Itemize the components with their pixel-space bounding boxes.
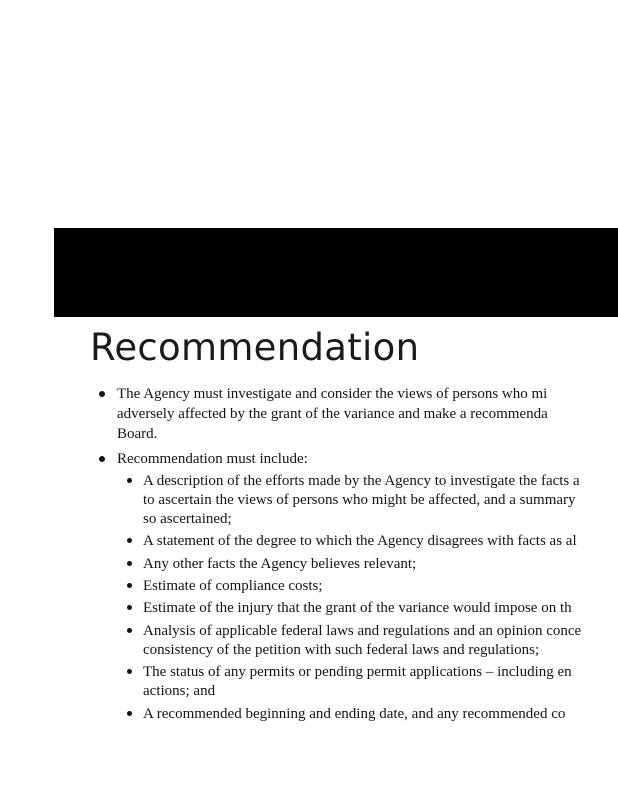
sub-bullet-1-line-1: A description of the efforts made by the Agency to investigate the facts a [143, 473, 580, 489]
sub-bullet-1-line-3: so ascertained; [143, 511, 232, 527]
sub-bullet-3-line-1: Any other facts the Agency believes relevant; [143, 556, 417, 572]
sub-bullet-marker [127, 669, 132, 674]
sub-bullet-7-line-1: The status of any permits or pending permit applications – including en [143, 664, 572, 680]
bullet-1-line-3: Board. [117, 426, 158, 442]
sub-bullet-7-line-2: actions; and [143, 683, 216, 699]
header-bar [54, 228, 618, 317]
sub-bullet-marker [127, 478, 132, 483]
slide-title: Recommendation [90, 326, 420, 369]
sub-bullet-marker [127, 711, 132, 716]
bullet-2-line-1: Recommendation must include: [117, 451, 308, 467]
sub-bullet-2-line-1: A statement of the degree to which the Agency disagrees with facts as al [143, 533, 577, 549]
sub-bullet-marker [127, 583, 132, 588]
bullet-marker [99, 391, 105, 397]
sub-bullet-5-line-1: Estimate of the injury that the grant of the variance would impose on th [143, 600, 572, 616]
bullet-marker [99, 456, 105, 462]
sub-bullet-marker [127, 628, 132, 633]
sub-bullet-6-line-1: Analysis of applicable federal laws and regulations and an opinion conce [143, 623, 582, 639]
sub-bullet-marker [127, 605, 132, 610]
sub-bullet-marker [127, 561, 132, 566]
bullet-1-line-1: The Agency must investigate and consider the views of persons who mi [117, 386, 548, 402]
sub-bullet-8-line-1: A recommended beginning and ending date, and any recommended co [143, 706, 566, 722]
bullet-1-line-2: adversely affected by the grant of the variance and make a recommenda [117, 406, 548, 422]
slide-content [0, 380, 618, 740]
sub-bullet-marker [127, 538, 132, 543]
sub-bullet-6-line-2: consistency of the petition with such federal laws and regulations; [143, 642, 540, 658]
sub-bullet-4-line-1: Estimate of compliance costs; [143, 578, 323, 594]
sub-bullet-1-line-2: to ascertain the views of persons who might be affected, and a summary [143, 492, 576, 508]
